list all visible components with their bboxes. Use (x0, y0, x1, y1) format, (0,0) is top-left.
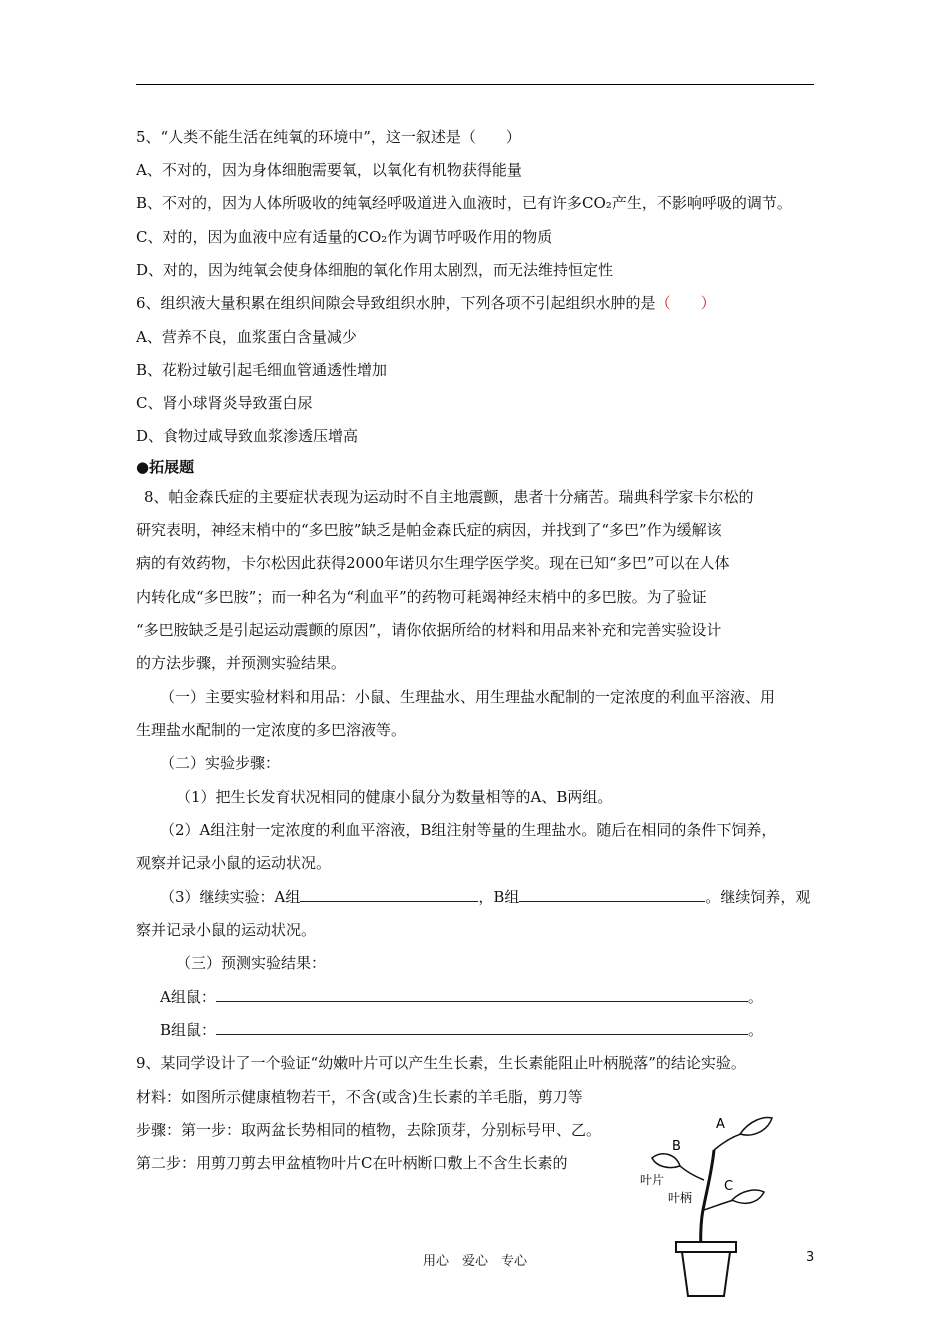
q6-option-a: A、营养不良，血浆蛋白含量减少 (136, 328, 357, 346)
q9-line-4: 第二步：用剪刀剪去甲盆植物叶片C在叶柄断口敷上不含生长素的 (136, 1154, 568, 1172)
q8-step-3-suffix: 。继续饲养，观 (705, 888, 811, 906)
q5-option-c: C、对的，因为血液中应有适量的CO₂作为调节呼吸作用的物质 (136, 228, 553, 246)
q8-step-2-line-2: 观察并记录小鼠的运动状况。 (136, 854, 332, 872)
label-a: A (716, 1117, 725, 1132)
q5-option-b: B、不对的，因为人体所吸收的纯氧经呼吸道进入血液时，已有许多CO₂产生，不影响呼吸的调节。 (136, 194, 792, 212)
leaf-b (652, 1154, 680, 1168)
q8-para-line-3: 病的有效药物，卡尔松因此获得2000年诺贝尔生理学医学奖。现在已知“多巴”可以在人体 (136, 554, 730, 572)
q6-stem (136, 293, 716, 313)
q5-stem: 5、“人类不能生活在纯氧的环境中”，这一叙述是（ ） (136, 128, 521, 146)
footer-text: 用心 爱心 专心 (422, 1254, 527, 1269)
prediction-b-period: 。 (748, 1021, 764, 1039)
q8-materials-line-2: 生理盐水配制的一定浓度的多巴溶液等。 (136, 721, 407, 739)
q8-para-line-4: 内转化成“多巴胺”；而一种名为“利血平”的药物可耗竭神经末梢中的多巴胺。为了验证 (136, 588, 707, 606)
q6-option-c: C、肾小球肾炎导致蛋白尿 (136, 394, 313, 412)
q9-line-2: 材料：如图所示健康植物若干，不含(或含)生长素的羊毛脂，剪刀等 (136, 1088, 583, 1106)
q8-step-2-line-1: （2）A组注射一定浓度的利血平溶液，B组注射等量的生理盐水。随后在相同的条件下饲养， (160, 821, 777, 839)
section-heading: ●拓展题 (136, 458, 195, 476)
q9-line-3: 步骤：第一步：取两盆长势相同的植物，去除顶芽，分别标号甲、乙。 (136, 1121, 602, 1139)
q5-option-d: D、对的，因为纯氧会使身体细胞的氧化作用太剧烈，而无法维持恒定性 (136, 261, 614, 279)
q6-option-d: D、食物过咸导致血浆渗透压增高 (136, 427, 359, 445)
header-rule (136, 84, 814, 85)
plant-figure (640, 1110, 810, 1306)
q8-step-3-line-2: 察并记录小鼠的运动状况。 (136, 921, 317, 939)
q6-answer-bracket: （ ） (655, 294, 716, 312)
q8-para-line-5: “多巴胺缺乏是引起运动震颤的原因”，请你依据所给的材料和用品来补充和完善实验设计 (136, 621, 722, 639)
q8-prediction-b (160, 1020, 763, 1040)
q8-materials-line-1: （一）主要实验材料和用品：小鼠、生理盐水、用生理盐水配制的一定浓度的利血平溶液、用 (160, 688, 776, 706)
q8-step-1: （1）把生长发育状况相同的健康小鼠分为数量相等的A、B两组。 (176, 788, 613, 806)
prediction-b-label: B组鼠： (160, 1021, 217, 1039)
q9-line-1: 9、某同学设计了一个验证“幼嫩叶片可以产生生长素，生长素能阻止叶柄脱落”的结论实验。 (136, 1054, 746, 1072)
q8-step-3-prefix: （3）继续实验：A组 (160, 888, 301, 906)
leaf-c-petiole (704, 1200, 734, 1210)
answer-blank-pred-a[interactable] (216, 987, 748, 1002)
page-number: 3 (806, 1250, 815, 1265)
q5-option-a: A、不对的，因为身体细胞需要氧，以氧化有机物获得能量 (136, 161, 522, 179)
q8-step-3-mid: ，B组 (478, 888, 520, 906)
q8-prediction-a (160, 987, 763, 1007)
prediction-a-label: A组鼠： (160, 988, 216, 1006)
label-c: C (724, 1179, 734, 1194)
leaf-c (732, 1190, 764, 1203)
q8-steps-title: （二）实验步骤： (160, 754, 281, 772)
label-petiole: 叶柄 (668, 1191, 693, 1205)
q6-stem-text: 6、组织液大量积累在组织间隙会导致组织水肿，下列各项不引起组织水肿的是 (136, 294, 656, 312)
prediction-a-period: 。 (747, 988, 763, 1006)
q8-para-line-2: 研究表明，神经末梢中的“多巴胺”缺乏是帕金森氏症的病因，并找到了“多巴”作为缓解该 (136, 521, 722, 539)
q8-para-line-6: 的方法步骤，并预测实验结果。 (136, 654, 347, 672)
q8-para-line-1: 8、帕金森氏症的主要症状表现为运动时不自主地震颤，患者十分痛苦。瑞典科学家卡尔松的 (144, 488, 754, 506)
answer-blank-b[interactable] (519, 887, 705, 902)
leaf-b-petiole (678, 1164, 704, 1180)
q8-prediction-title: （三）预测实验结果： (176, 954, 327, 972)
answer-blank-pred-b[interactable] (216, 1020, 748, 1035)
q6-option-b: B、花粉过敏引起毛细血管通透性增加 (136, 361, 388, 379)
q8-step-3-line-1 (160, 887, 810, 907)
label-leaf: 叶片 (640, 1173, 665, 1187)
label-b: B (672, 1139, 681, 1154)
leaf-a (740, 1118, 772, 1136)
answer-blank-a[interactable] (300, 887, 478, 902)
